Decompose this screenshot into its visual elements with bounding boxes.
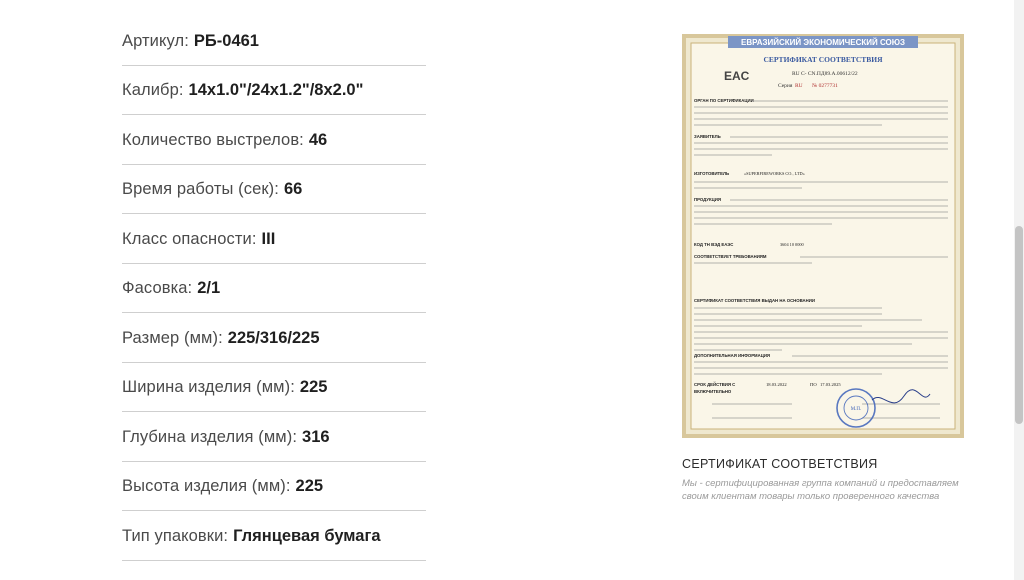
certificate-caption-title: СЕРТИФИКАТ СООТВЕТСТВИЯ	[682, 457, 878, 471]
doc-heading: СЕРТИФИКАТ СООТВЕТСТВИЯ	[763, 55, 883, 64]
certificate-caption-description: Мы - сертифицированная группа компаний и предоставляем своим клиентам товары только проверенного качества	[682, 478, 959, 502]
reg-number: RU C- CN.ПД89.А.00612/22	[792, 71, 858, 77]
spec-row-caliber	[122, 66, 426, 116]
spec-value: 316	[302, 427, 330, 446]
section-basis: СЕРТИФИКАТ СООТВЕТСТВИЯ ВЫДАН НА ОСНОВАНИИ	[694, 298, 815, 303]
spec-value: 14x1.0"/24x1.2"/8x2.0"	[188, 81, 364, 100]
spec-label: Время работы (сек):	[122, 180, 279, 199]
spec-value: 66	[283, 180, 303, 199]
spec-row-article	[122, 16, 426, 66]
union-title: ЕВРАЗИЙСКИЙ ЭКОНОМИЧЕСКИЙ СОЮЗ	[740, 38, 906, 47]
section-product: ПРОДУКЦИЯ	[694, 197, 721, 202]
spec-row-duration	[122, 165, 426, 215]
series-label: Серия	[778, 83, 793, 89]
spec-row-packing	[122, 264, 426, 314]
spec-label: Фасовка:	[122, 279, 193, 298]
spec-label: Высота изделия (мм):	[122, 477, 291, 496]
section-additional: ДОПОЛНИТЕЛЬНАЯ ИНФОРМАЦИЯ	[694, 353, 771, 358]
date-to: 17.03.2025	[820, 382, 841, 387]
manufacturer-name: «SUPERFIREWORKS CO., LTD»	[744, 171, 805, 176]
date-to-label: ПО	[810, 382, 817, 387]
certificate-image[interactable]	[682, 34, 964, 438]
validity-inclusive: ВКЛЮЧИТЕЛЬНО	[694, 389, 732, 394]
tnved-code: 3604 10 0000	[780, 242, 804, 247]
eac-mark: EAC	[724, 69, 750, 83]
section-requirements: СООТВЕТСТВУЕТ ТРЕБОВАНИЯМ	[694, 254, 767, 259]
section-manufacturer: ИЗГОТОВИТЕЛЬ	[694, 171, 730, 176]
section-applicant: ЗАЯВИТЕЛЬ	[694, 134, 721, 139]
spec-label: Размер (мм):	[122, 328, 223, 347]
spec-label: Тип упаковки:	[122, 526, 229, 545]
spec-label: Глубина изделия (мм):	[122, 427, 298, 446]
section-validity: СРОК ДЕЙСТВИЯ С	[694, 382, 736, 387]
spec-value: 46	[308, 130, 328, 149]
date-from: 18.03.2022	[766, 382, 787, 387]
series-value: RU	[795, 83, 803, 89]
spec-value: III	[261, 229, 276, 248]
scrollbar-thumb[interactable]	[1015, 226, 1023, 424]
certificate-document	[682, 34, 964, 438]
section-tnved: КОД ТН ВЭД ЕАЭС	[694, 242, 734, 247]
spec-row-size	[122, 313, 426, 363]
doc-number: № 0277731	[812, 83, 838, 89]
spec-value: Глянцевая бумага	[233, 526, 381, 545]
spec-row-shots	[122, 115, 426, 165]
spec-row-hazard-class	[122, 214, 426, 264]
spec-label: Класс опасности:	[122, 229, 257, 248]
spec-row-height	[122, 462, 426, 512]
spec-label: Количество выстрелов:	[122, 130, 304, 149]
spec-value: 225	[299, 378, 328, 397]
section-cert-body: ОРГАН ПО СЕРТИФИКАЦИИ	[694, 98, 754, 103]
seal-label: М.П.	[850, 407, 862, 412]
product-specs-list	[122, 16, 426, 561]
spec-row-depth	[122, 412, 426, 462]
spec-value: РБ-0461	[193, 31, 259, 50]
spec-value: 225/316/225	[227, 328, 320, 347]
spec-label: Артикул:	[122, 31, 189, 50]
spec-label: Ширина изделия (мм):	[122, 378, 295, 397]
spec-value: 2/1	[197, 279, 221, 298]
spec-row-package-type	[122, 511, 426, 561]
spec-label: Калибр:	[122, 81, 184, 100]
spec-value: 225	[295, 477, 324, 496]
spec-row-width	[122, 363, 426, 413]
